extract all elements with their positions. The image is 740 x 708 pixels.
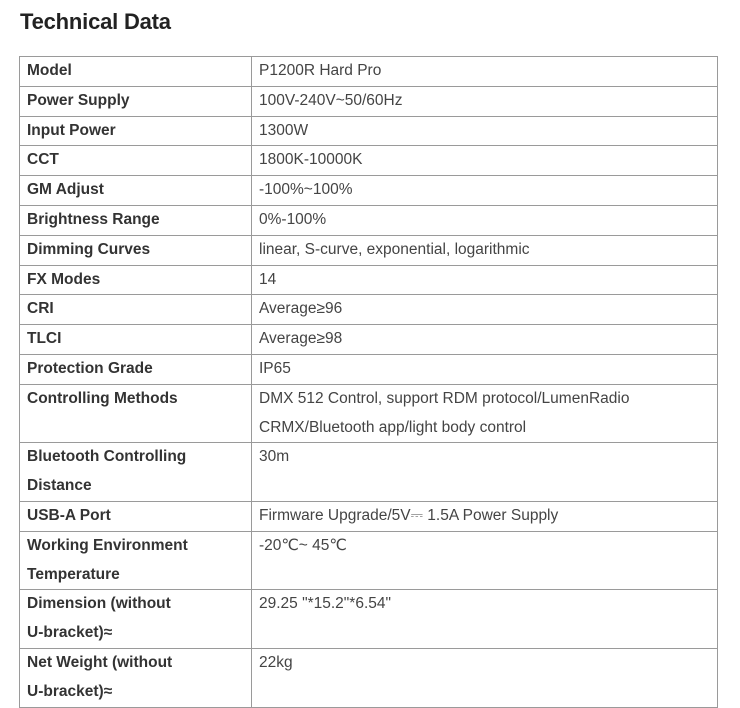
spec-label-cell xyxy=(20,235,252,265)
spec-value-cell xyxy=(252,295,718,325)
spec-value-cell xyxy=(252,648,718,707)
spec-label-cell xyxy=(20,146,252,176)
spec-label: Distance xyxy=(27,477,92,495)
spec-value-cell xyxy=(252,235,718,265)
spec-value-cell xyxy=(252,590,718,649)
spec-value-cell xyxy=(252,176,718,206)
spec-label: Working Environment xyxy=(27,536,188,554)
spec-label-cell xyxy=(20,57,252,87)
table-row xyxy=(20,590,718,649)
spec-label: Power Supply xyxy=(27,91,130,109)
spec-label: U-bracket)≈ xyxy=(27,624,113,642)
table-row xyxy=(20,265,718,295)
spec-label: Dimming Curves xyxy=(27,240,151,258)
spec-label: U-bracket)≈ xyxy=(27,682,113,700)
spec-value-cell xyxy=(252,57,718,87)
spec-value-cell xyxy=(252,146,718,176)
table-row xyxy=(20,176,718,206)
spec-label: Net Weight (without xyxy=(27,653,173,671)
spec-label: Dimension (without xyxy=(27,595,171,613)
spec-label-cell xyxy=(20,265,252,295)
spec-value: 14 xyxy=(259,270,277,288)
spec-label-cell xyxy=(20,325,252,355)
spec-label: TLCI xyxy=(27,330,62,348)
table-row xyxy=(20,325,718,355)
spec-label-cell xyxy=(20,205,252,235)
spec-label-cell xyxy=(20,354,252,384)
table-row xyxy=(20,531,718,590)
spec-label: CCT xyxy=(27,151,59,169)
spec-value: 30m xyxy=(259,448,290,466)
table-row xyxy=(20,295,718,325)
technical-data-table xyxy=(19,56,718,708)
table-row xyxy=(20,235,718,265)
spec-label: GM Adjust xyxy=(27,181,104,199)
spec-value-cell xyxy=(252,116,718,146)
spec-value-cell xyxy=(252,501,718,531)
spec-label: CRI xyxy=(27,300,54,318)
table-row xyxy=(20,57,718,87)
table-row xyxy=(20,86,718,116)
table-row xyxy=(20,648,718,707)
spec-label: Protection Grade xyxy=(27,359,153,377)
spec-value: DMX 512 Control, support RDM protocol/LumenRadio xyxy=(259,389,630,407)
spec-value-cell xyxy=(252,265,718,295)
table-row xyxy=(20,205,718,235)
technical-data-table-body xyxy=(20,57,718,708)
spec-label-cell xyxy=(20,176,252,206)
spec-label: Input Power xyxy=(27,121,116,139)
page-title: Technical Data xyxy=(20,9,171,34)
spec-value: 1300W xyxy=(259,121,309,139)
spec-value: 100V-240V~50/60Hz xyxy=(259,91,403,109)
spec-label: Temperature xyxy=(27,565,120,583)
spec-value: 0%-100% xyxy=(259,210,327,228)
spec-label: Brightness Range xyxy=(27,210,160,228)
spec-value: -20℃~ 45℃ xyxy=(259,536,347,554)
spec-label: Controlling Methods xyxy=(27,389,178,407)
spec-value-cell xyxy=(252,531,718,590)
spec-label-cell xyxy=(20,531,252,590)
table-row xyxy=(20,116,718,146)
spec-label-cell xyxy=(20,86,252,116)
spec-label: Model xyxy=(27,62,72,79)
spec-value: Average≥96 xyxy=(259,300,343,318)
spec-label-cell xyxy=(20,384,252,443)
spec-value-cell xyxy=(252,443,718,502)
spec-label-cell xyxy=(20,116,252,146)
spec-label: FX Modes xyxy=(27,270,101,288)
spec-value: 22kg xyxy=(259,653,293,671)
spec-value: Average≥98 xyxy=(259,330,343,348)
spec-value-cell xyxy=(252,354,718,384)
table-row xyxy=(20,501,718,531)
spec-value: linear, S-curve, exponential, logarithmic xyxy=(259,240,530,258)
spec-label-cell xyxy=(20,443,252,502)
spec-label-cell xyxy=(20,501,252,531)
spec-value-cell xyxy=(252,384,718,443)
spec-value: -100%~100% xyxy=(259,181,353,199)
spec-label-cell xyxy=(20,590,252,649)
spec-label: Bluetooth Controlling xyxy=(27,448,187,466)
table-row xyxy=(20,146,718,176)
spec-value-cell xyxy=(252,205,718,235)
spec-value: Firmware Upgrade/5V⎓ 1.5A Power Supply xyxy=(259,506,559,524)
spec-label-cell xyxy=(20,295,252,325)
table-row xyxy=(20,354,718,384)
spec-value: CRMX/Bluetooth app/light body control xyxy=(259,418,527,436)
table-row xyxy=(20,384,718,443)
spec-value: 29.25 "*15.2"*6.54" xyxy=(259,595,391,613)
spec-value: IP65 xyxy=(259,359,291,377)
spec-label: USB-A Port xyxy=(27,506,111,524)
spec-value-cell xyxy=(252,86,718,116)
spec-value: P1200R Hard Pro xyxy=(259,62,382,79)
spec-value: 1800K-10000K xyxy=(259,151,363,169)
table-row xyxy=(20,443,718,502)
spec-value-cell xyxy=(252,325,718,355)
spec-label-cell xyxy=(20,648,252,707)
